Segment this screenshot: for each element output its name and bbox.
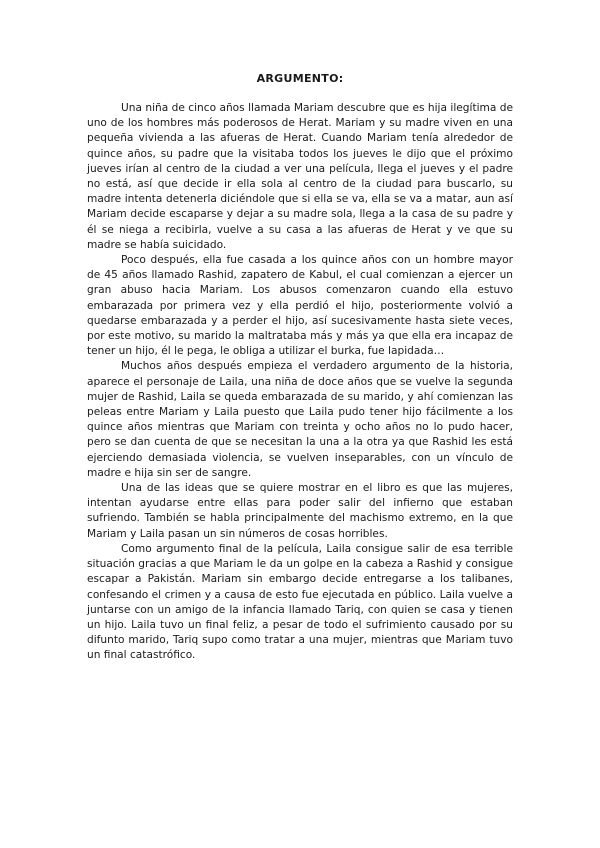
paragraph-5: Como argumento final de la película, Laila consigue salir de esa terrible situación gracias a que Mariam le da un golpe en la cabeza a Rashid y consigue escapar a Pakistán. Mariam sin embargo decide entregarse a los talibanes, confesando el crimen y a causa de esto fue ejecutada en público. Laila vuelve a juntarse con un amigo de la infancia llamado Tariq, con quien se casa y tienen un hijo. Laila tuvo un final feliz, a pesar de todo el sufrimiento causado por su difunto marido, Tariq supo como tratar a una mujer, mientras que Mariam tuvo un final catastrófico. (87, 542, 513, 662)
document-page (87, 72, 513, 664)
paragraph-4: Una de las ideas que se quiere mostrar en el libro es que las mujeres, intentan ayudarse entre ellas para poder salir del infierno que estaban sufriendo. También se habla principalmente del machismo extremo, en la que Mariam y Laila pasan un sin números de cosas horribles. (87, 482, 513, 540)
paragraph-3: Muchos años después empieza el verdadero argumento de la historia, aparece el personaje de Laila, una niña de doce años que se vuelve la segunda mujer de Rashid, Laila se queda embarazada de su marido, y ahí comienzan las peleas entre Mariam y Laila puesto que Laila pudo tener hijo fácilmente a los quince años mientras que Mariam con treinta y ocho años no lo pudo hacer, pero se dan cuenta de que se necesitan la una a la otra ya que Rashid les está ejerciendo demasiada violencia, se vuelven inseparables, con un vínculo de madre e hija sin ser de sangre. (87, 360, 513, 479)
paragraph-2: Poco después, ella fue casada a los quince años con un hombre mayor de 45 años llamado Rashid, zapatero de Kabul, el cual comienzan a ejercer un gran abuso hacia Mariam. Los abusos comenzaron cuando ella estuvo embarazada por primera vez y ella perdió el hijo, posteriormente volvió a quedarse embarazada y a perder el hijo, así sucesivamente hasta siete veces, por este motivo, su marido la maltrataba más y más ya que ella era incapaz de tener un hijo, él le pega, le obliga a utilizar el burka, fue lapidada… (87, 254, 513, 358)
paragraph-1: Una niña de cinco años llamada Mariam descubre que es hija ilegítima de uno de los hombres más poderosos de Herat. Mariam y su madre viven en una pequeña vivienda a las afueras de Herat. Cuando Mariam tenía alrededor de quince años, su padre que la visitaba todos los jueves le dijo que el próximo jueves irían al centro de la ciudad a ver una película, llega el jueves y el padre no está, así que decide ir ella sola al centro de la ciudad para buscarlo, su madre intenta detenerla diciéndole que si ella se va, ella se va a matar, aun así Mariam decide escaparse y dejar a su madre sola, llega a la casa de su padre y él se niega a recibirla, vuelve a su casa a las afueras de Herat y ve que su madre se había suicidado. (87, 102, 513, 251)
document-title: ARGUMENTO: (256, 72, 344, 85)
